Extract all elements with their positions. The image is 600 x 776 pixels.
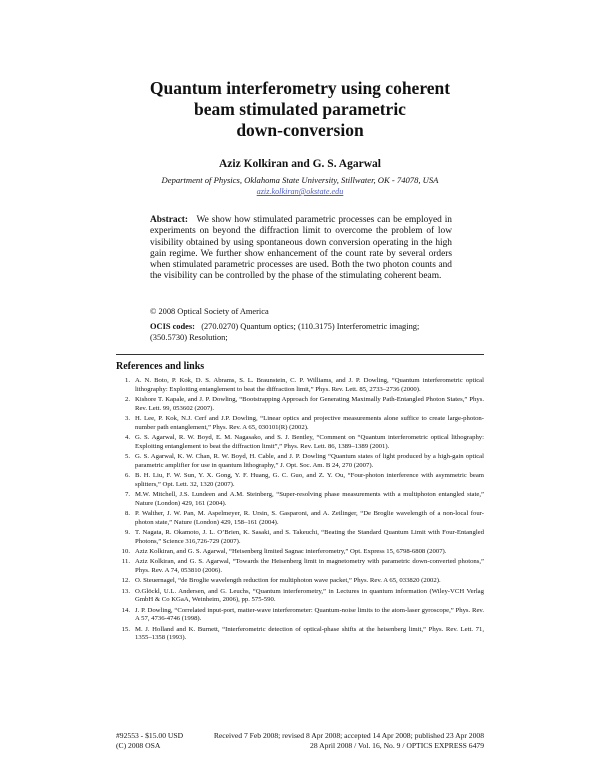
reference-text: O.Glöckl, U.L. Andersen, and G. Leuchs, “Quantum interferometry,” in Lectures in quantum information (Wiley-VCH Verlag GmbH & Co KGaA, Weinheim, 2006), pp. 575-590. [135, 587, 484, 604]
reference-text: M.W. Mitchell, J.S. Lundeen and A.M. Steinberg, “Super-resolving phase measurements with a multiphoton entangled state,” Nature (London) 429, 161 (2004). [135, 491, 484, 507]
footer-price: #92553 - $15.00 USD [116, 731, 184, 740]
reference-number: 2. [124, 396, 130, 403]
footer-osa: (C) 2008 OSA [116, 741, 161, 750]
reference-text: A. N. Boto, P. Kok, D. S. Abrams, S. L. Braunstein, C. P. Williams, and J. P. Dowling, “Quantum interferometric optical lithography: Exploiting entanglement to beat the diffraction limit,” Phys. Rev. Lett. 85, 2733–2736 (2000). [135, 377, 484, 393]
reference-number: 7. [124, 491, 130, 498]
reference-number: 13. [121, 587, 130, 595]
reference-number: 3. [124, 415, 130, 422]
reference-item [116, 453, 484, 471]
reference-number: 5. [124, 453, 130, 460]
reference-item [116, 548, 484, 557]
footer-issue: 28 April 2008 / Vol. 16, No. 9 / OPTICS EXPRESS 6479 [310, 741, 484, 750]
reference-number: 15. [121, 625, 130, 633]
title-line-3: down-conversion [236, 120, 364, 140]
reference-item [116, 607, 484, 625]
copyright: © 2008 Optical Society of America [150, 307, 269, 316]
reference-number: 9. [124, 529, 130, 536]
email-link[interactable]: aziz.kolkiran@okstate.edu [256, 187, 344, 196]
reference-number: 10. [121, 548, 130, 555]
reference-text: H. Lee, P. Kok, N.J. Cerf and J.P. Dowling, “Linear optics and projective measurements alone suffice to create large-photon-number path entanglement,” Phys. Rev. A 65, 030101(R) (2002). [135, 415, 484, 431]
reference-item [116, 588, 484, 606]
abstract-text: We show how stimulated parametric processes can be employed in experiments on beyond the diffraction limit to overcome the problem of low visibility obtained by using spontaneous down conversion operating in the high gain regime. We further show enhancement of the count rate by several orders when stimulated parametric processes are used. Both the two photon counts and the visibility can be controlled by the phase of the stimulating coherent beam. [150, 215, 452, 282]
reference-number: 1. [124, 377, 130, 384]
ocis-text: (270.0270) Quantum optics; (110.3175) Interferometric imaging; (350.5730) Resolution; [150, 322, 420, 342]
reference-text: O. Steuernagel, “de Broglie wavelength reduction for multiphoton wave packet,” Phys. Rev. A 65, 033820 (2002). [135, 577, 441, 585]
reference-text: G. S. Agarwal, R. W. Boyd, E. M. Nagasako, and S. J. Bentley, “Comment on “Quantum interferometric optical lithography: Exploiting entanglement to beat the diffraction limit”,” Phys. Rev. Lett. 86, 1389–1389 (2001). [135, 434, 484, 450]
reference-item [116, 626, 484, 644]
reference-text: G. S. Agarwal, K. W. Chan, R. W. Boyd, H. Cable, and J. P. Dowling “Quantum states of light produced by a high-gain optical parametric amplifier for use in quantum lithography,” J. Opt. Soc. Am. B 24, 270 (2007). [135, 453, 484, 469]
affiliation: Department of Physics, Oklahoma State University, Stillwater, OK - 74078, USA [161, 175, 439, 185]
paper-title [0, 78, 600, 141]
reference-item [116, 377, 484, 395]
reference-number: 8. [124, 510, 130, 517]
title-line-1: Quantum interferometry using coherent [149, 78, 451, 98]
reference-text: J. P. Dowling, “Correlated input-port, matter-wave interferometer: Quantum-noise limits to the atom-laser gyroscope,” Phys. Rev. A 57, 4736-4746 (1998). [135, 606, 484, 623]
reference-item [116, 510, 484, 528]
reference-text: T. Nagata, R. Okamoto, J. L. O’Brien, K. Sasaki, and S. Takeuchi, “Beating the Standard Quantum Limit with Four-Entangled Photons,” Science 316,726-729 (2007). [135, 529, 484, 545]
reference-text: B. H. Liu, F. W. Sun, Y. X. Gong, Y. F. Huang, G. C. Guo, and Z. Y. Ou, “Four-photon interference with asymmetric beam splitters,” Opt. Lett. 32, 1320 (2007). [135, 472, 484, 488]
reference-number: 6. [124, 472, 130, 479]
references-heading: References and links [116, 361, 205, 372]
reference-number: 14. [121, 606, 130, 614]
authors: Aziz Kolkiran and G. S. Agarwal [219, 158, 381, 170]
reference-item [116, 472, 484, 490]
reference-item [116, 491, 484, 509]
ocis-label: OCIS codes: [150, 322, 195, 331]
reference-text: M. J. Holland and K. Burnett, “Interferometric detection of optical-phase shifts at the heisenberg limit,” Phys. Rev. Lett. 71, 1355–1358 (1993). [135, 625, 484, 642]
references-list [116, 377, 484, 645]
reference-item [116, 577, 484, 586]
reference-number: 11. [121, 558, 130, 566]
reference-number: 12. [121, 577, 130, 585]
section-divider [116, 354, 484, 355]
reference-item [116, 434, 484, 452]
reference-text: Aziz Kolkiran, and G. S. Agarwal, “Towards the Heisenberg limit in magnetometry with parametric down-converted photons,” Phys. Rev. A 74, 053810 (2006). [135, 558, 484, 574]
title-line-2: beam stimulated parametric [194, 99, 406, 119]
abstract [150, 215, 452, 283]
ocis-codes [150, 322, 452, 343]
reference-text: P. Walther, J. W. Pan, M. Aspelmeyer, R. Ursin, S. Gasparoni, and A. Zeilinger, “De Broglie wavelength of a non-local four-photon state,” Nature (London) 429, 158–161 (2004). [135, 510, 484, 526]
footer-history: Received 7 Feb 2008; revised 8 Apr 2008; accepted 14 Apr 2008; published 23 Apr 2008 [213, 731, 484, 740]
reference-item [116, 558, 484, 576]
page-footer [116, 731, 484, 751]
reference-item [116, 529, 484, 547]
reference-item [116, 415, 484, 433]
reference-item [116, 396, 484, 414]
reference-number: 4. [124, 434, 130, 441]
abstract-label: Abstract: [150, 215, 189, 225]
reference-text: Aziz Kolkiran, and G. S. Agarwal, “Heisenberg limited Sagnac interferometry,” Opt. Express 15, 6798-6808 (2007). [135, 548, 447, 555]
reference-text: Kishore T. Kapale, and J. P. Dowling, “Bootstrapping Approach for Generating Maximally Path-Entangled Photon States,” Phys. Rev. Lett. 99, 053602 (2007). [135, 396, 484, 412]
